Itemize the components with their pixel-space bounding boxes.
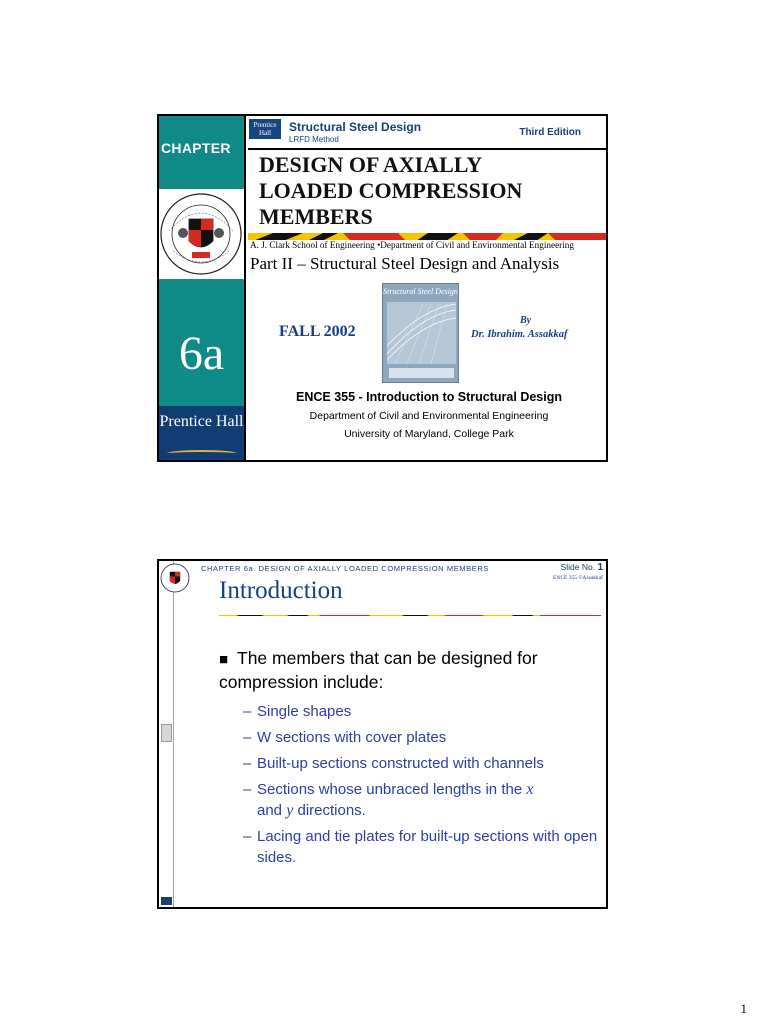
main-bullet-text: The members that can be designed for compression include: xyxy=(219,648,538,692)
sidebar-footer-logo xyxy=(161,897,172,905)
maryland-flag-band xyxy=(219,609,601,616)
content-slide xyxy=(157,559,608,909)
page-number: 1 xyxy=(740,1001,747,1016)
list-item: – Built-up sections constructed with channels xyxy=(243,755,544,772)
cover-title: Structural Steel Design xyxy=(383,287,458,296)
slide-credit: ENCE 355 ©Assakkaf xyxy=(552,575,603,581)
university-line: University of Maryland, College Park xyxy=(344,428,514,440)
slide-number xyxy=(561,562,603,573)
list-item: – Sections whose unbraced lengths in the x and y directions. xyxy=(243,781,534,819)
publisher-logo-icon: Prentice Hall xyxy=(249,119,281,139)
sub-bullet-list xyxy=(243,701,603,873)
book-header xyxy=(248,116,608,150)
list-item: – Single shapes xyxy=(243,703,352,720)
chapter-sidebar xyxy=(159,116,246,462)
sidebar-nav-icon xyxy=(161,724,172,742)
bullet-square-icon: ■ xyxy=(219,651,229,668)
main-bullet xyxy=(219,647,599,694)
slide-title: Introduction xyxy=(219,577,343,604)
swoosh-icon xyxy=(167,450,237,457)
by-label: By xyxy=(520,315,532,326)
edition-label: Third Edition xyxy=(519,127,581,138)
part-title: Part II – Structural Steel Design and Analysis xyxy=(250,254,560,273)
title-line-2: LOADED COMPRESSION xyxy=(259,178,523,203)
department-line: Department of Civil and Environmental Engineering xyxy=(309,410,549,422)
course-title: ENCE 355 - Introduction to Structural Design xyxy=(296,390,562,404)
list-item: – W sections with cover plates xyxy=(243,729,447,746)
variable-y: y xyxy=(286,802,294,819)
slide-header: CHAPTER 6a. DESIGN OF AXIALLY LOADED COMPRESSION MEMBERS xyxy=(201,564,489,573)
prentice-hall-logo xyxy=(159,406,244,462)
title-line-1: DESIGN OF AXIALLY xyxy=(259,152,483,177)
list-item: – Lacing and tie plates for built-up sections with open sides. xyxy=(243,828,598,866)
university-seal-icon xyxy=(159,189,244,279)
variable-x: x xyxy=(526,781,534,798)
slide-sidebar xyxy=(159,561,174,909)
chapter-number: 6a xyxy=(178,327,225,380)
prentice-hall-text: Prentice Hall xyxy=(159,413,244,430)
maryland-flag-band xyxy=(248,230,608,240)
slide-title xyxy=(259,152,579,230)
school-line: A. J. Clark School of Engineering •Department of Civil and Environmental Engineering xyxy=(250,240,574,250)
title-line-3: MEMBERS xyxy=(259,204,373,229)
chapter-label: CHAPTER xyxy=(161,140,231,156)
book-cover-image xyxy=(382,283,459,383)
book-method: LRFD Method xyxy=(289,135,339,144)
slide-number-value: 1 xyxy=(597,562,603,573)
book-title: Structural Steel Design xyxy=(289,120,422,134)
slide-number-label: Slide No. xyxy=(560,562,596,572)
university-seal-small-icon xyxy=(160,562,190,594)
semester-label: FALL 2002 xyxy=(279,323,356,340)
author-name: Dr. Ibrahim. Assakkaf xyxy=(471,329,568,340)
title-slide xyxy=(157,114,608,462)
